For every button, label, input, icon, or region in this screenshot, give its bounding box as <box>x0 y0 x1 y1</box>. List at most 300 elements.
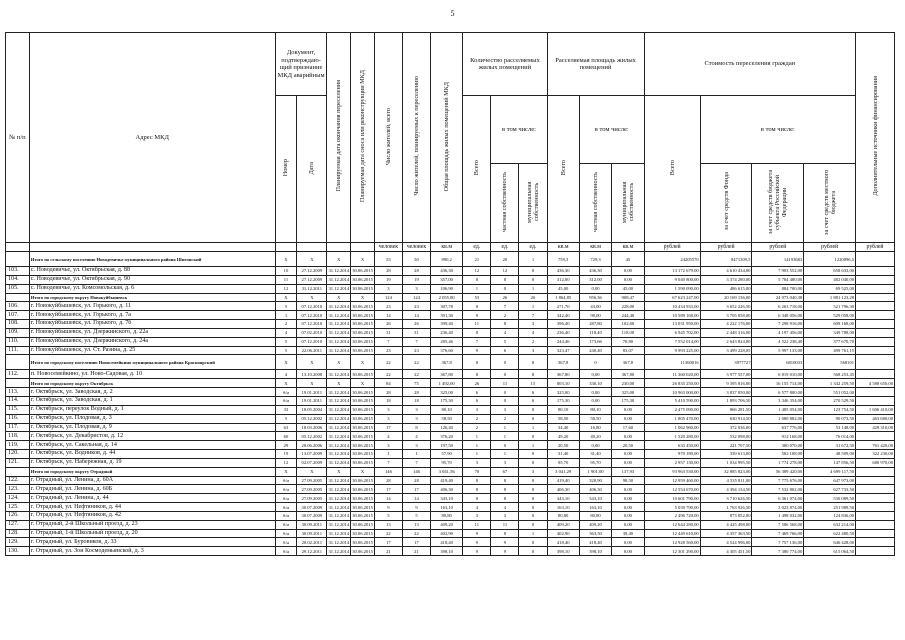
value-cell: 409,20 <box>547 520 579 529</box>
value-cell <box>856 293 895 302</box>
value-cell: X <box>327 293 351 302</box>
value-cell: 23 <box>374 302 402 311</box>
value-cell: 349 788,00 <box>804 328 856 337</box>
value-cell: 49,20 <box>547 432 579 441</box>
value-cell: 80,10 <box>430 405 462 414</box>
table-row <box>6 520 895 529</box>
value-cell: 367,80 <box>547 370 579 379</box>
row-number: 112. <box>6 370 30 379</box>
value-cell: 0 <box>519 267 547 276</box>
value-cell: 21 <box>402 547 430 556</box>
value-cell: 0 <box>491 388 519 397</box>
value-cell: 45 <box>612 252 644 267</box>
value-cell: 31.12.2014 <box>328 522 350 528</box>
value-cell: 13.07.2009 <box>297 450 327 459</box>
value-cell: 323,47 <box>547 346 579 355</box>
row-number: 130. <box>6 547 30 556</box>
value-cell: 30.06.2015 <box>352 268 373 274</box>
value-cell: 396,40 <box>547 320 579 329</box>
value-cell: 0,00 <box>579 441 611 450</box>
value-cell: 521 796,30 <box>804 302 856 311</box>
value-cell: 30.06.2015 <box>352 303 373 309</box>
value-cell: 2 <box>275 320 297 329</box>
value-cell: 1 <box>463 432 491 441</box>
value-cell: 8 <box>463 355 491 370</box>
value-cell: 31.12.2014 <box>328 389 350 395</box>
value-cell: 0 <box>519 485 547 494</box>
header-document-group: Документ, подтверждаю-щий признание МКД аварийным <box>275 33 327 96</box>
value-cell: 18.03.2006 <box>297 423 327 432</box>
value-cell: 1 062 960,00 <box>644 423 700 432</box>
value-cell: 221 707,50 <box>700 441 752 450</box>
value-cell: 70,80 <box>612 337 644 346</box>
value-cell: 30.06.2015 <box>352 321 373 327</box>
value-cell <box>856 529 895 538</box>
value-cell: 9 <box>463 346 491 355</box>
value-cell: 8 <box>402 423 430 432</box>
value-cell: 398,10 <box>579 547 611 556</box>
value-cell: 0,00 <box>579 370 611 379</box>
value-cell: 402,90 <box>430 529 462 538</box>
value-cell: 1 498 032,00 <box>752 511 804 520</box>
value-cell: 3 <box>374 405 402 414</box>
value-cell <box>856 396 895 405</box>
value-cell: 1 606 410,00 <box>856 405 895 414</box>
header-cost-total: Всего <box>644 96 700 243</box>
value-cell <box>856 467 895 476</box>
value-cell: 30.09.2011 <box>297 529 327 538</box>
value-cell: б/н <box>275 520 297 529</box>
value-cell: 4 222 176,00 <box>700 320 752 329</box>
header-address: Адрес МКД <box>29 33 275 243</box>
value-cell: 26 <box>374 320 402 329</box>
value-cell: 31.12.2014 <box>328 460 350 466</box>
row-number: 128. <box>6 529 30 538</box>
value-cell: 2 475 090,00 <box>644 405 700 414</box>
address-cell: г. Октябрьск, ул. Набережная, д. 19 <box>29 458 275 467</box>
address-cell: г. Октябрьск, ул. Водников, д. 44 <box>29 450 275 459</box>
value-cell: 1 805 470,00 <box>644 414 700 423</box>
value-cell: 31.12.2014 <box>328 303 350 309</box>
value-cell: 27.12.2009 <box>297 267 327 276</box>
value-cell: 69 525,00 <box>804 284 856 293</box>
value-cell: 30.09.2011 <box>297 520 327 529</box>
value-cell: 0 <box>519 458 547 467</box>
value-cell: 58,50 <box>430 414 462 423</box>
value-cell: 31.12.2014 <box>328 416 350 422</box>
value-cell: 4 <box>402 432 430 441</box>
header-area-municipal: муниципальная собственность <box>612 163 644 243</box>
value-cell: 3 374 280,00 <box>700 275 752 284</box>
value-cell: 5 <box>275 346 297 355</box>
value-cell <box>856 485 895 494</box>
value-cell: 18 <box>374 396 402 405</box>
value-cell: 4 524 996,00 <box>700 538 752 547</box>
value-cell: 4 394 134,50 <box>700 485 752 494</box>
address-cell: г. Октябрьск, ул. Плодовая, д. 3 <box>29 414 275 423</box>
address-cell: г. Новокуйбышевск, ул. Горького, д. 7а <box>29 311 275 320</box>
value-cell: б/н <box>275 547 297 556</box>
value-cell: 1 485 054,00 <box>752 405 804 414</box>
value-cell: 9 <box>463 547 491 556</box>
value-cell: 5 <box>402 511 430 520</box>
value-cell: 343,10 <box>579 494 611 503</box>
value-cell: 9 993 225,00 <box>644 346 700 355</box>
value-cell: 399,40 <box>430 320 462 329</box>
value-cell: 175,30 <box>430 396 462 405</box>
value-cell: X <box>297 252 327 267</box>
value-cell: X <box>275 379 297 388</box>
header-additional-sources: Дополнительные источники финансирования <box>856 33 895 243</box>
row-number: 127. <box>6 520 30 529</box>
value-cell: 16 155 714,00 <box>752 379 804 388</box>
row-number: 117. <box>6 423 30 432</box>
value-cell: 270 529,50 <box>804 396 856 405</box>
value-cell: 17 <box>402 485 430 494</box>
value-cell: 3 <box>374 441 402 450</box>
value-cell: 05.12.2002 <box>297 432 327 441</box>
value-cell: 6 945 702,00 <box>644 328 700 337</box>
value-cell: X <box>275 252 297 267</box>
table-row <box>6 432 895 441</box>
value-cell: 19 <box>402 275 430 284</box>
value-cell: 28.06.2006 <box>297 441 327 450</box>
header-rooms-private: частная собственность <box>491 163 519 243</box>
value-cell: 30.07.2009 <box>297 503 327 512</box>
value-cell: 12 301 290,00 <box>644 547 700 556</box>
value-cell: 31.12.2014 <box>328 268 350 274</box>
value-cell: 2 496 720,00 <box>644 511 700 520</box>
header-area-group: Расселяемая площадь жилых помещений <box>547 33 644 96</box>
value-cell: 50 <box>402 252 430 267</box>
value-cell: 76 014,00 <box>804 432 856 441</box>
address-cell: г. Октябрьск, ул. Заводская, д. 1 <box>29 396 275 405</box>
value-cell: 31 672,50 <box>804 441 856 450</box>
value-cell: 287,80 <box>579 320 611 329</box>
header-residents-total: Число жителей, всего <box>374 33 402 243</box>
value-cell: 9 <box>402 503 430 512</box>
value-cell: 908,47 <box>612 293 644 302</box>
value-cell: 8 <box>491 476 519 485</box>
value-cell: 30.06.2015 <box>352 433 373 439</box>
value-cell: 6 <box>463 396 491 405</box>
value-cell: 07.12.2010 <box>297 320 327 329</box>
row-number: 121. <box>6 458 30 467</box>
value-cell: 1 <box>463 441 491 450</box>
value-cell: 60 <box>275 432 297 441</box>
value-cell <box>856 346 895 355</box>
value-cell: 402,90 <box>547 529 579 538</box>
value-cell: 632 214,00 <box>804 520 856 529</box>
value-cell: 32 885 823,00 <box>700 467 752 476</box>
value-cell: 8 <box>519 370 547 379</box>
value-cell: 367,8 <box>612 355 644 370</box>
value-cell: 3 <box>402 441 430 450</box>
value-cell: 10 <box>275 267 297 276</box>
table-row <box>6 320 895 329</box>
value-cell: 28 <box>402 267 430 276</box>
value-cell: б/н <box>275 538 297 547</box>
value-cell: 11 360 020,00 <box>644 370 700 379</box>
value-cell: 322 230,00 <box>856 450 895 459</box>
value-cell: 5 <box>275 414 297 423</box>
units-row <box>6 243 895 252</box>
value-cell: 5 <box>374 511 402 520</box>
value-cell: 5 039 790,00 <box>644 503 700 512</box>
value-cell: 11 <box>275 275 297 284</box>
value-cell: X <box>297 467 327 476</box>
value-cell: 406,30 <box>579 485 611 494</box>
value-cell: 0 <box>519 414 547 423</box>
value-cell: 325,00 <box>547 388 579 397</box>
row-number <box>6 467 30 476</box>
row-number: 105. <box>6 284 30 293</box>
value-cell: 53 <box>374 252 402 267</box>
value-cell <box>856 503 895 512</box>
value-cell: 3 <box>463 458 491 467</box>
value-cell: б/н <box>275 476 297 485</box>
table-row <box>6 302 895 311</box>
value-cell: 19.01.2011 <box>297 396 327 405</box>
value-cell: 367,80 <box>430 370 462 379</box>
value-cell: 6 361 074,00 <box>752 494 804 503</box>
row-number: 103. <box>6 267 30 276</box>
subtotal-label: Итого по городскому округу Новокуйбышевск <box>29 293 275 302</box>
value-cell: 34,40 <box>547 423 579 432</box>
value-cell: 31.12.2014 <box>328 321 350 327</box>
value-cell: 13 172 679,00 <box>644 267 700 276</box>
value-cell: 12 <box>275 284 297 293</box>
value-cell: 9 <box>491 538 519 547</box>
value-cell: 9 <box>491 547 519 556</box>
value-cell: 70 <box>463 467 491 476</box>
value-cell: 363,50 <box>579 529 611 538</box>
table-row <box>6 458 895 467</box>
header-cost-group: Стоимость переселения граждан <box>644 33 855 96</box>
address-cell: г. Отрадный, ул. Ленина, д. 44 <box>29 494 275 503</box>
value-cell: 8 <box>491 494 519 503</box>
value-cell: 418,40 <box>579 538 611 547</box>
value-cell: 6 577 800,00 <box>752 388 804 397</box>
value-cell: 80,10 <box>547 405 579 414</box>
unit-cell: рублей <box>700 243 752 252</box>
address-cell: г. Октябрьск, переулок Водный, д. 1 <box>29 405 275 414</box>
value-cell: 07.12.2010 <box>297 302 327 311</box>
value-cell: 0 <box>491 441 519 450</box>
value-cell: 3 <box>519 320 547 329</box>
value-cell: 13 031 950,00 <box>644 320 700 329</box>
value-cell: 80,80 <box>579 511 611 520</box>
value-cell: 529 058,00 <box>804 311 856 320</box>
value-cell: 8 <box>463 370 491 379</box>
value-cell: 9 <box>463 311 491 320</box>
value-cell: 31.12.2014 <box>328 424 350 430</box>
table-row <box>6 547 895 556</box>
value-cell: 1 520 280,00 <box>644 432 700 441</box>
value-cell: 84 <box>374 379 402 388</box>
value-cell: 398,10 <box>430 547 462 556</box>
value-cell: 0,00 <box>612 405 644 414</box>
value-cell: 357,00 <box>430 275 462 284</box>
value-cell: 1 <box>519 302 547 311</box>
value-cell: 93 963 530,00 <box>644 467 700 476</box>
value-cell: 20 <box>491 252 519 267</box>
table-row <box>6 414 895 423</box>
value-cell: 0 <box>579 355 611 370</box>
value-cell: 31 <box>374 328 402 337</box>
value-cell: 0 <box>519 503 547 512</box>
value-cell: 3 346 354,00 <box>752 396 804 405</box>
row-number <box>6 293 30 302</box>
value-cell: 343,10 <box>547 494 579 503</box>
value-cell: 30.06.2015 <box>352 348 373 354</box>
value-cell: 582 108,00 <box>752 450 804 459</box>
value-cell: 3 <box>402 284 430 293</box>
value-cell: 11 <box>491 379 519 388</box>
value-cell: 30.06.2015 <box>352 495 373 501</box>
value-cell: 5 997 133,00 <box>752 346 804 355</box>
row-number: 118. <box>6 432 30 441</box>
value-cell: 20.02.2011 <box>297 538 327 547</box>
address-cell: г. Отрадный, ул. Ленина, д. 60Б <box>29 485 275 494</box>
value-cell: 31.12.2014 <box>328 451 350 457</box>
value-cell: 80,80 <box>430 511 462 520</box>
row-number: 104. <box>6 275 30 284</box>
table-row <box>6 328 895 337</box>
value-cell: 95,70 <box>430 458 462 467</box>
value-cell: 19.01.2011 <box>297 388 327 397</box>
value-cell: 137,93 <box>612 467 644 476</box>
value-cell: 16,80 <box>579 423 611 432</box>
value-cell: 21 <box>374 547 402 556</box>
value-cell: 7 775 676,00 <box>752 476 804 485</box>
value-cell: 10 589 168,00 <box>644 311 700 320</box>
value-cell: 1 <box>463 284 491 293</box>
value-cell: 761 420,00 <box>856 441 895 450</box>
value-cell: 307,78 <box>430 302 462 311</box>
value-cell: 7 <box>402 337 430 346</box>
header-rooms-group: Количество расселяемых жилых помещений <box>463 33 547 96</box>
value-cell: 1 893 706,50 <box>700 396 752 405</box>
value-cell: 2 055,80 <box>430 293 462 302</box>
value-cell: 146 <box>374 467 402 476</box>
value-cell: 0 <box>519 450 547 459</box>
value-cell: 146 <box>402 467 430 476</box>
value-cell: 31.12.2014 <box>328 513 350 519</box>
value-cell: 28 <box>402 476 430 485</box>
value-cell: 1 <box>491 450 519 459</box>
value-cell: 312,00 <box>547 275 579 284</box>
value-cell: б/н <box>275 511 297 520</box>
value-cell: 3 041,29 <box>547 467 579 476</box>
value-cell: 409,20 <box>430 520 462 529</box>
value-cell <box>856 328 895 337</box>
value-cell: 1 492,00 <box>430 379 462 388</box>
value-cell: 10 963 000,00 <box>644 388 700 397</box>
value-cell: 31,40 <box>579 450 611 459</box>
value-cell: б/н <box>275 485 297 494</box>
value-cell: 30.06.2015 <box>352 504 373 510</box>
table-row <box>6 388 895 397</box>
value-cell: 0 <box>519 494 547 503</box>
value-cell: 0,00 <box>612 432 644 441</box>
table-row <box>6 267 895 276</box>
row-number: 125. <box>6 503 30 512</box>
table-row <box>6 441 895 450</box>
value-cell: 95,70 <box>579 458 611 467</box>
value-cell: 8 <box>463 494 491 503</box>
value-cell: 2 <box>491 414 519 423</box>
value-cell: 7 380 774,00 <box>752 547 804 556</box>
value-cell: 8 <box>491 320 519 329</box>
row-number: 119. <box>6 441 30 450</box>
value-cell: 436,30 <box>430 267 462 276</box>
value-cell: 0,00 <box>612 267 644 276</box>
unit-cell: человек <box>402 243 430 252</box>
subtotal-label: Итого по городскому округу Отрадный <box>29 467 275 476</box>
value-cell: 23 <box>402 346 430 355</box>
value-cell: 22 <box>374 529 402 538</box>
value-cell: 26 <box>491 293 519 302</box>
unit-cell: рублей <box>644 243 700 252</box>
value-cell: 58,50 <box>579 414 611 423</box>
value-cell: 29 <box>275 441 297 450</box>
value-cell: 251 989,50 <box>804 503 856 512</box>
value-cell: 3 <box>519 346 547 355</box>
value-cell: 8 <box>463 302 491 311</box>
value-cell: 102,60 <box>612 320 644 329</box>
value-cell: 31.12.2014 <box>328 495 350 501</box>
address-cell: с. Новодевичье, ул. Октябрьская, д. 88 <box>29 267 275 276</box>
value-cell: 436,30 <box>547 267 579 276</box>
unit-cell: рублей <box>804 243 856 252</box>
value-cell: 39,40 <box>612 529 644 538</box>
address-cell: г. Новокуйбышевск, ул. Дзержинского, д. 22а <box>29 328 275 337</box>
value-cell: 419,40 <box>547 476 579 485</box>
value-cell: 2 448 316,00 <box>700 328 752 337</box>
value-cell: X <box>327 355 351 370</box>
value-cell: 342,40 <box>547 311 579 320</box>
value-cell: 163,10 <box>579 503 611 512</box>
value-cell: 2 <box>519 337 547 346</box>
value-cell: 22 <box>374 370 402 379</box>
value-cell: 0,00 <box>612 503 644 512</box>
value-cell: 367,8 <box>547 355 579 370</box>
value-cell: 1 <box>519 284 547 293</box>
value-cell: 499 761,15 <box>804 346 856 355</box>
value-cell: 0,00 <box>612 538 644 547</box>
value-cell: 956,36 <box>579 293 611 302</box>
value-cell: 0,00 <box>579 284 611 293</box>
row-number <box>6 355 30 370</box>
value-cell: 22 <box>402 370 430 379</box>
value-cell: 126,40 <box>430 423 462 432</box>
value-cell: 19 <box>275 450 297 459</box>
value-cell: 13 <box>402 520 430 529</box>
value-cell: 28 <box>374 388 402 397</box>
row-number: 108. <box>6 320 30 329</box>
value-cell: 8 <box>491 485 519 494</box>
address-cell: г. Новокуйбышевск, ул. Дзержинского, д. 24а <box>29 337 275 346</box>
value-cell: 1 881 123,28 <box>804 293 856 302</box>
value-cell: 163,10 <box>547 503 579 512</box>
value-cell: 532 098,00 <box>700 432 752 441</box>
subtotal-label: Итого по городскому поселению Новосемейкино муниципального района Красноярский <box>29 355 275 370</box>
value-cell: 325,00 <box>612 388 644 397</box>
value-cell: 30.06.2015 <box>352 539 373 545</box>
value-cell: 1220096,5 <box>804 252 856 267</box>
value-cell: 14 <box>402 311 430 320</box>
